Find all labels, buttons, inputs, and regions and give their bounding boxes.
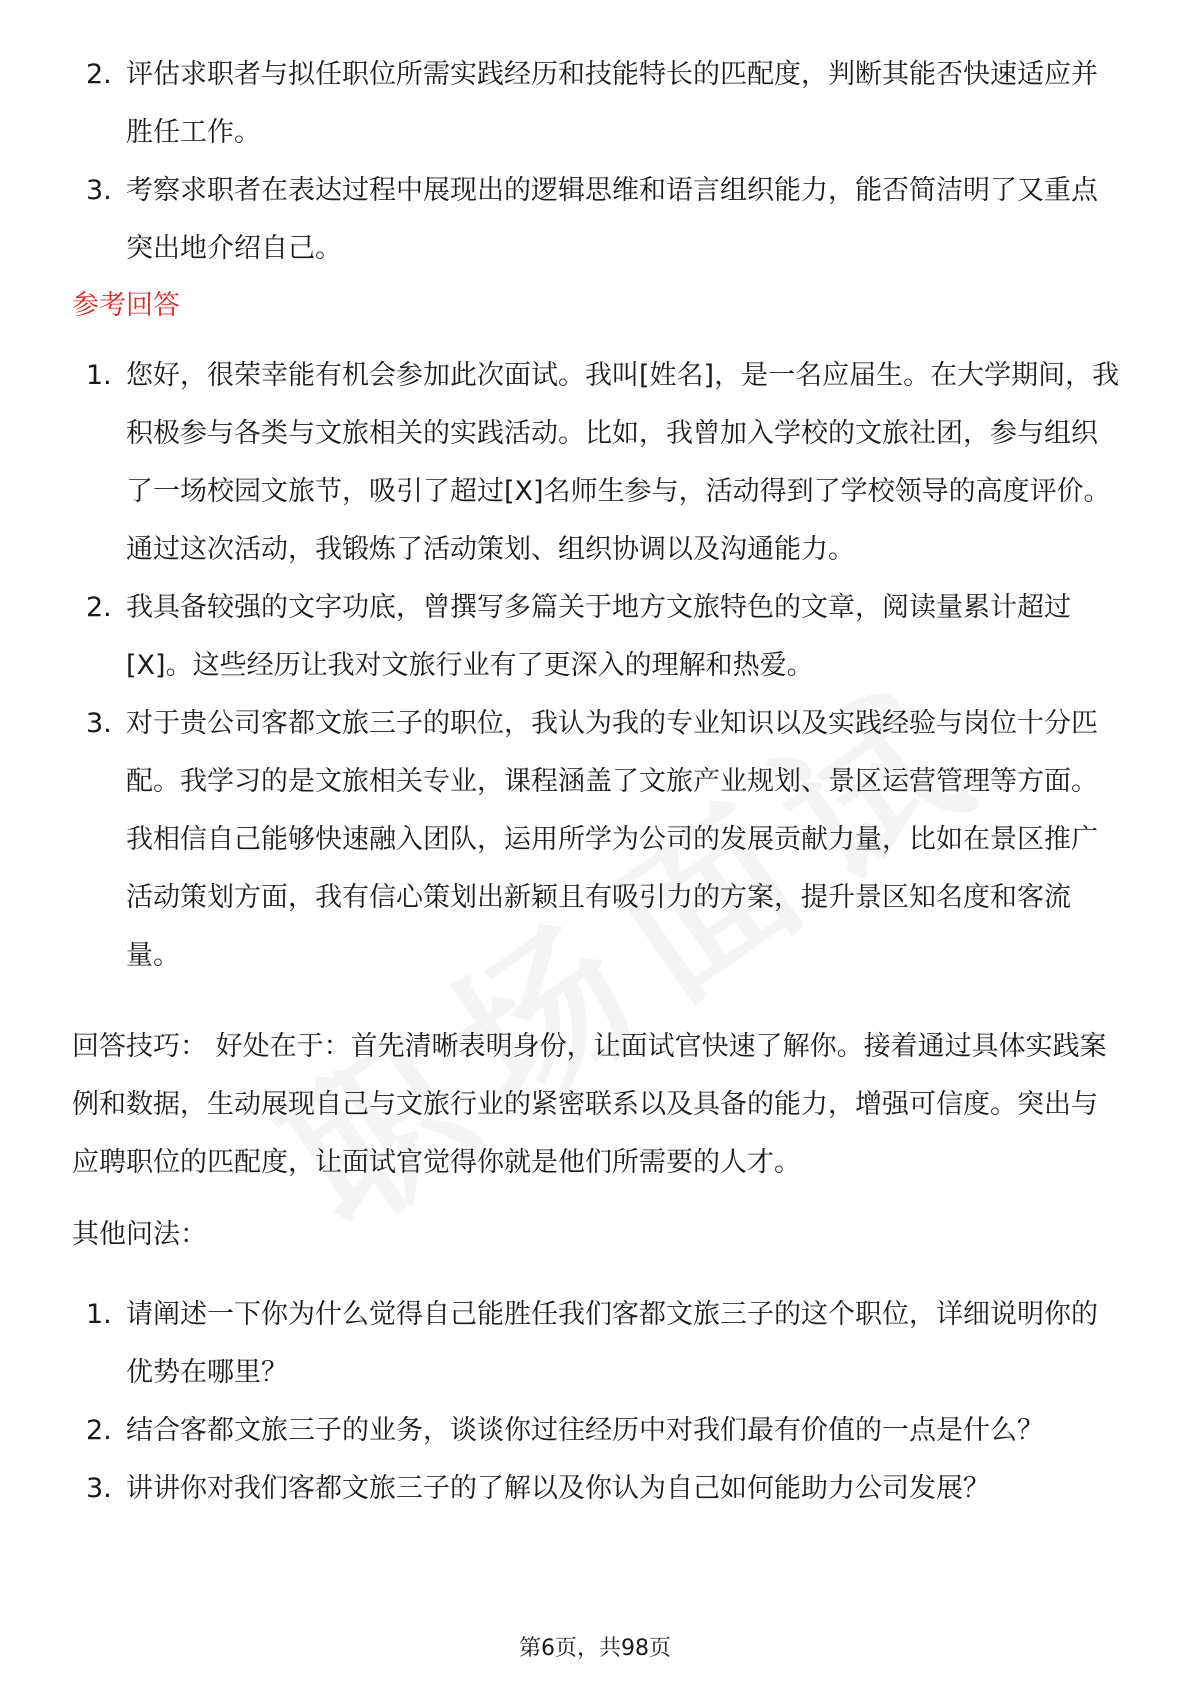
list-text: 请阐述一下你为什么觉得自己能胜任我们客都文旅三子的这个职位，详细说明你的优势在哪里？ [126,1299,1098,1388]
list-text: 讲讲你对我们客都文旅三子的了解以及你认为自己如何能助力公司发展？ [126,1473,990,1504]
list-text: 对于贵公司客都文旅三子的职位，我认为我的专业知识以及实践经验与岗位十分匹配。我学习的是文旅相关专业，课程涵盖了文旅产业规划、景区运营管理等方面。我相信自己能够快速融入团队，运用所学为公司的发展贡献力量，比如在景区推广活动策划方面，我有信心策划出新颖且有吸引力的方案，提升景区知名度和客流量。 [126,708,1098,971]
list-number: 2. [86,59,112,90]
reference-answer-heading: 参考回答 [72,290,180,321]
list-number: 3. [86,708,112,739]
list-item [72,46,1122,162]
list-text: 您好，很荣幸能有机会参加此次面试。我叫[姓名]，是一名应届生。在大学期间，我积极参与各类与文旅相关的实践活动。比如，我曾加入学校的文旅社团，参与组织了一场校园文旅节，吸引了超过[X]名师生参与，活动得到了学校领导的高度评价。通过这次活动，我锻炼了活动策划、组织协调以及沟通能力。 [126,360,1120,565]
list-item [72,162,1122,278]
list-text: 结合客都文旅三子的业务，谈谈你过往经历中对我们最有价值的一点是什么？ [126,1415,1044,1446]
page-footer: 第6页，共98页 [519,1636,671,1661]
list-number: 1. [86,1299,112,1330]
list-number: 3. [86,175,112,206]
evaluation-points-list [72,46,1122,278]
list-number: 1. [86,360,112,391]
list-item [72,347,1122,579]
other-questions-list [72,1286,1122,1518]
list-item [72,1402,1122,1460]
reference-answer-list [72,347,1122,985]
list-number: 2. [86,1415,112,1446]
list-number: 2. [86,592,112,623]
list-text: 评估求职者与拟任职位所需实践经历和技能特长的匹配度，判断其能否快速适应并胜任工作。 [126,59,1098,148]
list-item [72,695,1122,985]
list-item [72,579,1122,695]
answer-tips-paragraph: 回答技巧： 好处在于：首先清晰表明身份，让面试官快速了解你。接着通过具体实践案例和数据，生动展现自己与文旅行业的紧密联系以及具备的能力，增强可信度。突出与应聘职位的匹配度，让面试官觉得你就是他们所需要的人才。 [72,1031,1107,1178]
list-item [72,1286,1122,1402]
other-questions-heading: 其他问法： [72,1219,207,1250]
list-item [72,1460,1122,1518]
list-number: 3. [86,1473,112,1504]
list-text: 考察求职者在表达过程中展现出的逻辑思维和语言组织能力，能否简洁明了又重点突出地介绍自己。 [126,175,1098,264]
list-text: 我具备较强的文字功底，曾撰写多篇关于地方文旅特色的文章，阅读量累计超过[X]。这些经历让我对文旅行业有了更深入的理解和热爱。 [126,592,1071,681]
